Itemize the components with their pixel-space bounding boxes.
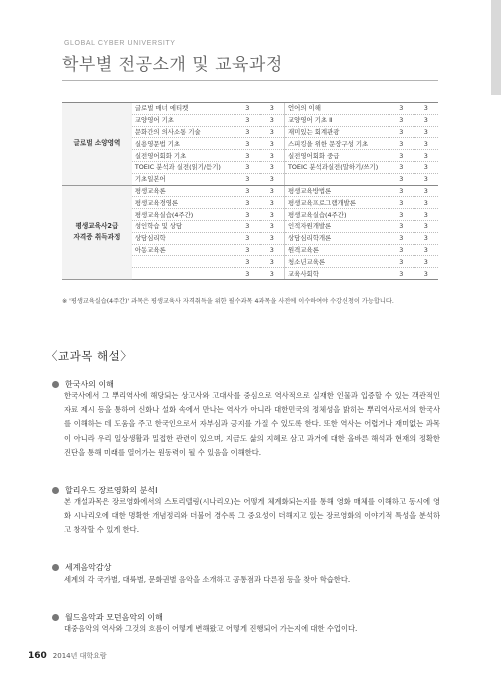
credit-cell: 3 — [414, 126, 438, 138]
course-heading: 월드음악과 모던음악의 이해 — [52, 607, 163, 626]
course-name-cell: 상담심리학 — [132, 232, 235, 244]
credit-cell: 3 — [260, 173, 285, 185]
credit-cell: 3 — [260, 256, 285, 268]
credit-cell: 3 — [260, 209, 285, 221]
credit-cell: 3 — [235, 209, 259, 221]
credit-cell: 3 — [389, 197, 413, 209]
credit-cell: 3 — [389, 232, 413, 244]
section-title: 〈교과목 해설〉 — [46, 349, 133, 363]
credit-cell: 3 — [414, 185, 438, 197]
credit-cell: 3 — [389, 103, 413, 115]
course-name-cell — [132, 268, 235, 280]
credit-cell: 3 — [235, 256, 259, 268]
course-name-cell: 스피킹을 위한 문장구성 기초 — [285, 138, 390, 150]
credit-cell: 3 — [414, 244, 438, 256]
credit-cell: 3 — [260, 150, 285, 162]
page-footer — [28, 651, 107, 661]
credit-cell: 3 — [389, 209, 413, 221]
credit-cell: 3 — [235, 138, 259, 150]
credit-cell: 3 — [235, 220, 259, 232]
course-name-cell: TOEIC 분석과 실전(읽기/듣기) — [132, 161, 235, 173]
course-name-cell: 실전영어회화 기초 — [132, 150, 235, 162]
credit-cell: 3 — [389, 114, 413, 126]
credit-cell: 3 — [414, 197, 438, 209]
credit-cell: 3 — [414, 209, 438, 221]
credit-cell: 3 — [235, 173, 259, 185]
credit-cell: 3 — [414, 220, 438, 232]
credit-cell: 3 — [235, 232, 259, 244]
course-name-cell: 평생교육실습(4주간) — [285, 209, 390, 221]
course-name-cell: 글로벌 매너 에티켓 — [132, 103, 235, 115]
footer-label: 2014년 대학요람 — [52, 652, 107, 660]
credit-cell: 3 — [414, 256, 438, 268]
page-title: 학부별 전공소개 및 교육과정 — [62, 55, 283, 75]
credit-cell: 3 — [414, 173, 438, 185]
course-name-cell: 성인학습 및 상담 — [132, 220, 235, 232]
course-name-cell: 문화간의 의사소통 기술 — [132, 126, 235, 138]
credit-cell: 3 — [389, 173, 413, 185]
credit-cell: 3 — [235, 268, 259, 280]
credit-cell: 3 — [389, 256, 413, 268]
credit-cell: 3 — [414, 268, 438, 280]
course-description: 대중음악의 역사와 그것의 흐름이 어떻게 변해왔고 어떻게 진행되어 가는지에 대한 수업이다. — [64, 624, 358, 633]
course-name-cell: TOEIC 분석과실전(말하기/쓰기) — [285, 161, 390, 173]
course-name-cell — [285, 173, 390, 185]
course-name-cell: 평생교육방법론 — [285, 185, 390, 197]
course-name-cell: 상담심리학개론 — [285, 232, 390, 244]
course-description: 한국사에서 그 뿌리역사에 해당되는 상고사와 고대사를 중심으로 역사적으로 실재한 인물과 입증할 수 있는 객관적인 자료 제시 등을 통하여 신화나 설화 속에서 만나는 역사가 아니라 대한민국의 정체성을 밝히는 뿌리역사로서의 한국사를 이해하는 데 도움을 주고 한국인으로서 자부심과 긍지를 가질 수 있도록 한다. 또한 역사는 어렵거나 재미없는 과목이 아니라 우리 일상생활과 밀접한 관련이 있으며, 지금도 삶의 지혜로 삼고 과거에 대한 올바른 해석과 현재의 정확한 진단을 통해 미래를 열어가는 원동력이 될 수 있음을 이해한다. — [64, 391, 440, 457]
course-name-cell: 기초일본어 — [132, 173, 235, 185]
credit-cell: 3 — [260, 114, 285, 126]
group-label: 글로벌 소양영역 — [62, 103, 132, 186]
bullet-icon — [52, 564, 59, 571]
credit-cell: 3 — [389, 138, 413, 150]
course-name-cell: 원격교육론 — [285, 244, 390, 256]
course-name-cell: 재미있는 회계관광 — [285, 126, 390, 138]
course-heading: 세계음악감상 — [52, 557, 111, 576]
course-name-cell: 아동교육론 — [132, 244, 235, 256]
credit-cell: 3 — [260, 185, 285, 197]
credit-cell: 3 — [389, 150, 413, 162]
credit-cell: 3 — [260, 161, 285, 173]
bullet-icon — [52, 487, 59, 494]
table-row — [62, 185, 438, 197]
credit-cell: 3 — [235, 185, 259, 197]
credit-cell: 3 — [260, 138, 285, 150]
course-heading: 할리우드 장르영화의 분석Ⅰ — [52, 480, 157, 499]
credit-cell: 3 — [235, 103, 259, 115]
credit-cell: 3 — [414, 114, 438, 126]
credit-cell: 3 — [414, 150, 438, 162]
curriculum-table — [62, 102, 438, 280]
course-name-cell: 평생교육론 — [132, 185, 235, 197]
university-label: GLOBAL CYBER UNIVERSITY — [64, 40, 176, 47]
credit-cell: 3 — [260, 126, 285, 138]
bullet-icon — [52, 614, 59, 621]
credit-cell: 3 — [389, 220, 413, 232]
credit-cell: 3 — [260, 244, 285, 256]
table-note: ※ '평생교육실습(4주간)' 과목은 평생교육사 자격취득을 위한 필수과목 4과목을 사전에 이수하여야 수강신청이 가능합니다. — [62, 298, 394, 305]
credit-cell: 3 — [414, 103, 438, 115]
course-description: 세계의 각 국가별, 대륙별, 문화권별 음악을 소개하고 공통점과 다른점 등을 찾아 학습한다. — [64, 575, 351, 584]
course-name-cell: 평생교육프로그램개발론 — [285, 197, 390, 209]
table-row — [62, 103, 438, 115]
course-heading: 한국사의 이해 — [52, 374, 114, 393]
credit-cell: 3 — [260, 103, 285, 115]
course-name-cell: 언어의 이해 — [285, 103, 390, 115]
credit-cell: 3 — [389, 244, 413, 256]
credit-cell: 3 — [235, 126, 259, 138]
credit-cell: 3 — [414, 138, 438, 150]
credit-cell: 3 — [389, 185, 413, 197]
course-name-cell: 실전영어회화 중급 — [285, 150, 390, 162]
course-name-cell: 교육사회학 — [285, 268, 390, 280]
credit-cell: 3 — [260, 197, 285, 209]
course-name-cell: 실용영문법 기초 — [132, 138, 235, 150]
credit-cell: 3 — [414, 232, 438, 244]
credit-cell: 3 — [389, 268, 413, 280]
course-name-cell: 청소년교육론 — [285, 256, 390, 268]
page-number: 160 — [28, 651, 47, 661]
credit-cell: 3 — [235, 161, 259, 173]
course-name-cell: 평생교육경영론 — [132, 197, 235, 209]
credit-cell: 3 — [260, 220, 285, 232]
course-name-cell: 교양영어 기초 — [132, 114, 235, 126]
title-rule — [62, 80, 438, 81]
credit-cell: 3 — [235, 150, 259, 162]
credit-cell: 3 — [235, 197, 259, 209]
course-description: 본 개설과목은 장르영화에서의 스토리텔링(시나리오)는 어떻게 체계화되는지를 통해 영화 매체를 이해하고 동시에 영화 시나리오에 대한 명확한 개념정리와 더불어 경수록 그 중요성이 더해지고 있는 장르영화의 이야기적 특성을 분석하고 창작할 수 있게 한다. — [64, 497, 440, 535]
course-name-cell: 평생교육실습(4주간) — [132, 209, 235, 221]
course-name-cell: 인적자원개발론 — [285, 220, 390, 232]
credit-cell: 3 — [389, 161, 413, 173]
group-label: 평생교육사2급 자격증 취득과정 — [62, 185, 132, 279]
credit-cell: 3 — [260, 268, 285, 280]
course-name-cell — [132, 256, 235, 268]
side-tab-decoration — [491, 0, 501, 95]
credit-cell: 3 — [235, 114, 259, 126]
bullet-icon — [52, 381, 59, 388]
credit-cell: 3 — [414, 161, 438, 173]
credit-cell: 3 — [235, 244, 259, 256]
course-name-cell: 교양영어 기초 Ⅱ — [285, 114, 390, 126]
credit-cell: 3 — [389, 126, 413, 138]
credit-cell: 3 — [260, 232, 285, 244]
